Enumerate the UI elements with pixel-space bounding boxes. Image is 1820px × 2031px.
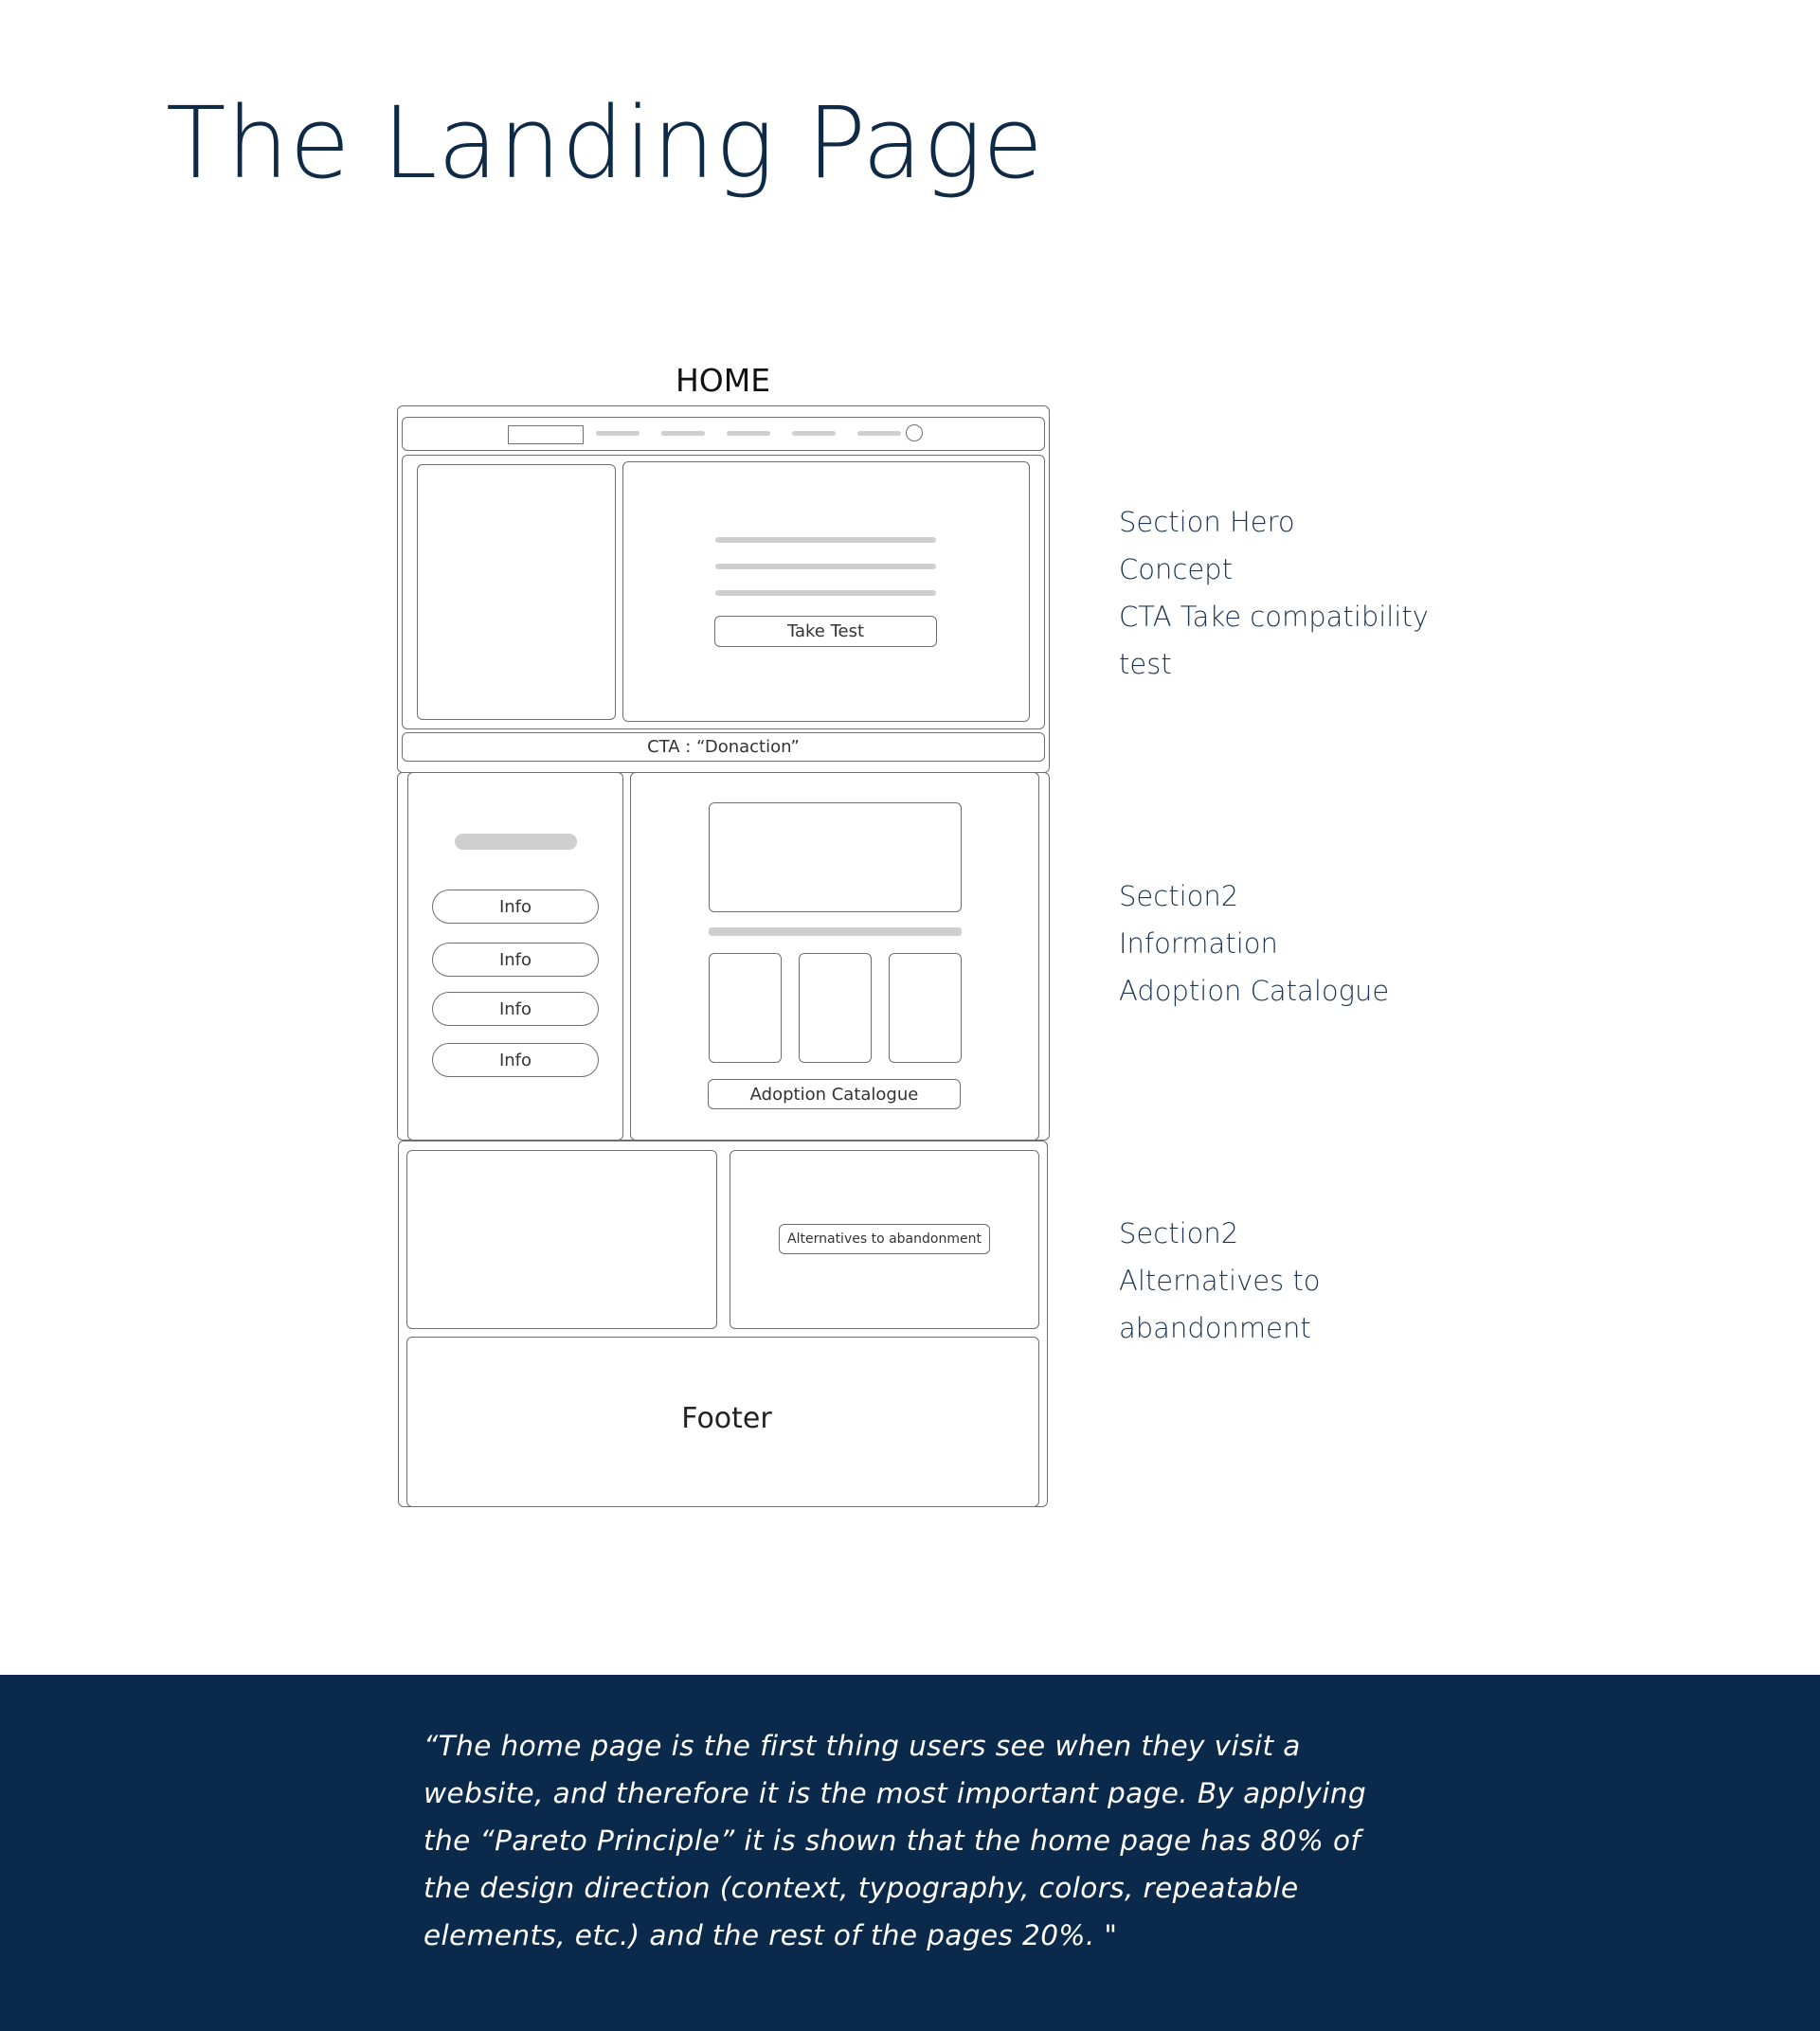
note-line: abandonment <box>1119 1312 1311 1344</box>
note-line: Section2 <box>1119 880 1239 912</box>
info-button[interactable]: Info <box>432 890 599 924</box>
catalogue-card <box>799 953 872 1063</box>
hero-section-notes <box>1119 498 1517 688</box>
note-line: Information <box>1119 927 1278 960</box>
catalogue-image-placeholder <box>709 802 962 912</box>
section3-notes <box>1119 1210 1517 1352</box>
note-line: Alternatives to <box>1119 1265 1321 1297</box>
take-test-button[interactable]: Take Test <box>714 616 937 647</box>
note-line: Adoption Catalogue <box>1119 975 1390 1007</box>
note-line: Section2 <box>1119 1217 1239 1249</box>
hero-text-line <box>715 564 936 569</box>
profile-circle-icon <box>906 424 923 441</box>
donation-cta-button[interactable]: CTA : “Donaction” <box>402 732 1045 762</box>
page-title: The Landing Page <box>166 85 1044 201</box>
hero-text-line <box>715 590 936 596</box>
alternatives-image-placeholder <box>406 1150 717 1329</box>
info-heading-placeholder <box>455 834 577 850</box>
wireframe-title: HOME <box>675 362 771 399</box>
pareto-quote: “The home page is the first thing users see when they visit a website, and therefore it is the most important page. By applying the “Pareto Principle” it is shown that the home page has 80% of the design direction (context, typography, colors, repeatable elements, etc.) and the rest of the pages 20%. " <box>423 1730 1367 1951</box>
note-line: Concept <box>1119 553 1233 585</box>
catalogue-card <box>889 953 962 1063</box>
footer-block <box>406 1337 1039 1507</box>
note-line: CTA Take compatibility <box>1119 601 1429 633</box>
note-line: Section Hero <box>1119 506 1295 538</box>
note-line: test <box>1119 648 1172 680</box>
nav-link <box>661 431 705 436</box>
nav-link <box>596 431 640 436</box>
catalogue-text-line <box>709 927 962 936</box>
navbar <box>402 417 1045 451</box>
info-button[interactable]: Info <box>432 992 599 1026</box>
info-button[interactable]: Info <box>432 943 599 977</box>
catalogue-card <box>709 953 782 1063</box>
nav-link <box>727 431 770 436</box>
alternatives-button[interactable]: Alternatives to abandonment <box>779 1224 990 1254</box>
logo-placeholder <box>508 425 584 444</box>
adoption-catalogue-button[interactable]: Adoption Catalogue <box>708 1079 961 1109</box>
info-button[interactable]: Info <box>432 1043 599 1077</box>
section2-notes <box>1119 872 1517 1015</box>
nav-link <box>857 431 901 436</box>
hero-text-line <box>715 537 936 543</box>
nav-link <box>792 431 836 436</box>
hero-image-placeholder <box>417 464 616 720</box>
hero-text-panel <box>622 461 1030 722</box>
footer-label: Footer <box>681 1401 772 1435</box>
